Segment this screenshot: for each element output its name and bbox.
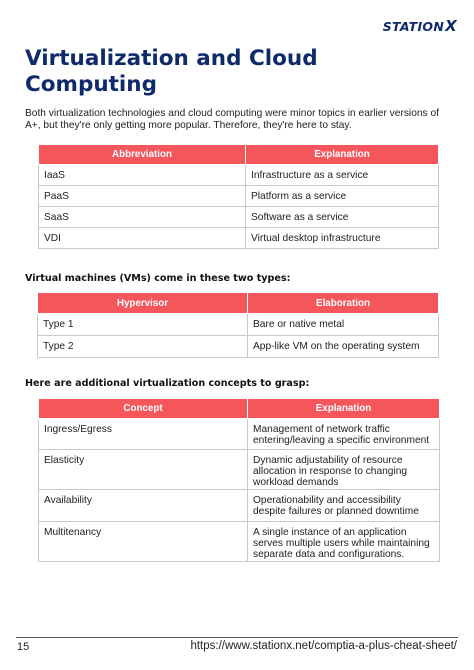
page-title: Virtualization and Cloud Computing [25,46,318,97]
column-header: Explanation [248,399,440,419]
column-header: Elaboration [248,293,439,314]
logo-text: STATION [382,19,445,34]
intro-paragraph: Both virtualization technologies and cloud computing were minor topics in earlier versions of A+, but they're only getting more popular. Therefore, they're here to stay. [25,108,439,131]
table-cell: SaaS [39,207,246,228]
table-header-row [39,145,439,165]
page-number: 15 [17,641,30,653]
hypervisor-table [37,292,439,358]
table-cell: Elasticity [39,450,248,490]
table-header-row [38,293,439,314]
section-heading-vm-types: Virtual machines (VMs) come in these two types: [25,273,291,284]
table-cell: PaaS [39,186,246,207]
table-cell: Dynamic adjustability of resource allocation in response to changing workload demands [248,450,440,490]
table-row [39,186,439,207]
table-row [39,450,440,490]
stationx-logo[interactable] [383,17,457,35]
table-row [38,336,439,358]
table-cell: Type 2 [38,336,248,358]
table-header-row [39,399,440,419]
section-heading-concepts: Here are additional virtualization concepts to grasp: [25,378,310,389]
table-cell: VDI [39,228,246,249]
abbreviation-table [38,144,439,249]
footer-divider [16,637,458,638]
table-cell: Ingress/Egress [39,419,248,450]
table-cell: A single instance of an application serves multiple users while maintaining separate data and configurations. [248,522,440,562]
table-row [39,165,439,186]
table-row [39,419,440,450]
column-header: Concept [39,399,248,419]
table-row [39,522,440,562]
table-cell: App-like VM on the operating system [248,336,439,358]
column-header: Explanation [246,145,439,165]
table-row [39,228,439,249]
table-row [38,314,439,336]
column-header: Hypervisor [38,293,248,314]
table-cell: Platform as a service [246,186,439,207]
table-cell: Software as a service [246,207,439,228]
table-cell: Availability [39,490,248,522]
table-cell: Management of network traffic entering/leaving a specific environment [248,419,440,450]
column-header: Abbreviation [39,145,246,165]
table-cell: Virtual desktop infrastructure [246,228,439,249]
footer-link[interactable]: https://www.stationx.net/comptia-a-plus-cheat-sheet/ [190,640,457,652]
table-cell: Bare or native metal [248,314,439,336]
table-row [39,207,439,228]
table-cell: Operationability and accessibility despite failures or planned downtime [248,490,440,522]
table-row [39,490,440,522]
logo-x-mark: X [445,17,457,35]
table-cell: Infrastructure as a service [246,165,439,186]
table-cell: Type 1 [38,314,248,336]
table-cell: IaaS [39,165,246,186]
concepts-table [38,398,440,562]
table-cell: Multitenancy [39,522,248,562]
